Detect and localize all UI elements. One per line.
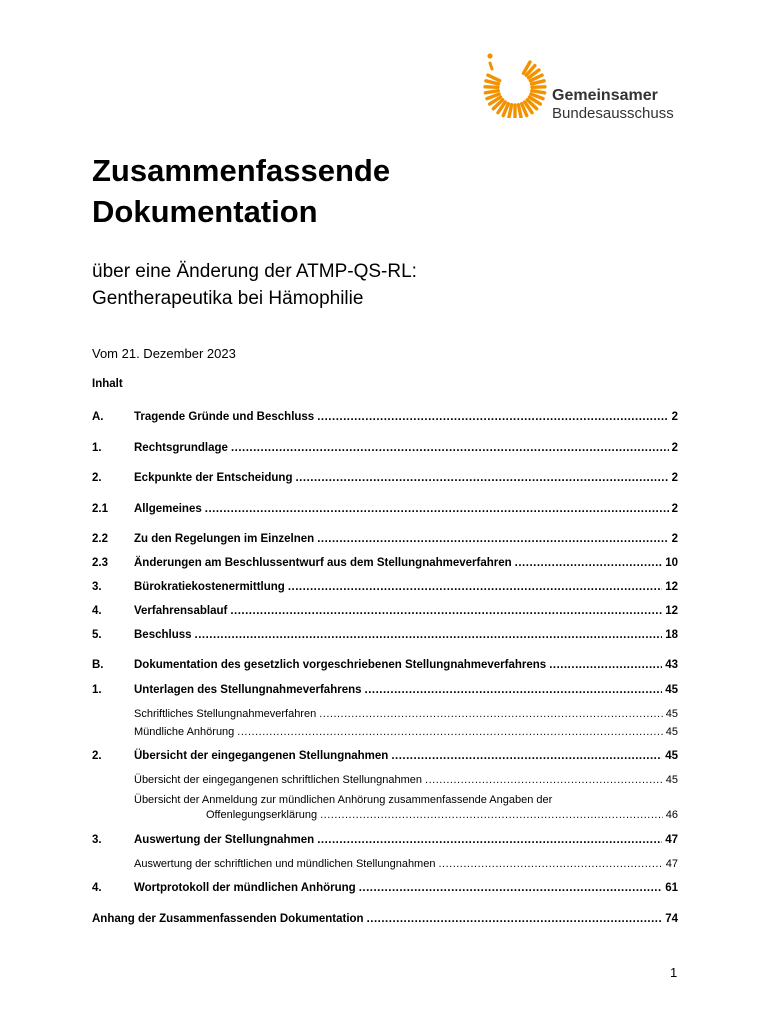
subtitle-line-1: über eine Änderung der ATMP-QS-RL: [92, 261, 417, 282]
toc-entry[interactable]: 2. Eckpunkte der Entscheidung ..... 2 [92, 470, 678, 486]
toc-entry[interactable]: 2. Übersicht der eingegangenen Stellungnahmen ..... 45 [92, 748, 678, 764]
toc-entry[interactable]: 2.1 Allgemeines ..... 2 [92, 501, 678, 517]
toc-entry[interactable]: 3. Auswertung der Stellungnahmen ..... 47 [92, 832, 678, 848]
sun-burst-icon [482, 52, 548, 118]
logo-ray [532, 91, 545, 93]
document-date: Vom 21. Dezember 2023 [92, 346, 236, 361]
toc-entry[interactable]: 1. Rechtsgrundlage ..... 2 [92, 440, 678, 456]
logo-line-2: Bundesausschuss [552, 105, 674, 122]
logo-line-1: Gemeinsamer [552, 87, 658, 104]
logo-ray [509, 105, 512, 118]
title-line-2: Dokumentation [92, 194, 318, 229]
toc-subentry[interactable]: Auswertung der schriftlichen und mündlichen Stellungnahmen ..... 47 [92, 856, 678, 872]
g-ba-logo [482, 52, 692, 122]
toc-subentry[interactable]: Schriftliches Stellungnahmeverfahren ..... 45 [92, 706, 678, 722]
logo-ray [532, 81, 545, 84]
toc-entry[interactable]: 5. Beschluss ..... 18 [92, 627, 678, 643]
logo-dot [487, 53, 492, 58]
logo-ray [485, 87, 498, 88]
toc-entry-appendix[interactable]: Anhang der Zusammenfassenden Dokumentation ..... 74 [92, 911, 678, 927]
page-number: 1 [670, 965, 678, 980]
logo-ray [532, 87, 545, 88]
logo-ray [518, 105, 521, 118]
toc-entry[interactable]: 1. Unterlagen des Stellungnahmeverfahrens ..... 45 [92, 682, 678, 698]
subtitle-line-2: Gentherapeutika bei Hämophilie [92, 288, 364, 309]
document-title [92, 150, 390, 232]
document-subtitle [92, 258, 417, 312]
logo-ray [486, 81, 499, 84]
toc-entry[interactable]: 4. Verfahrensablauf ..... 12 [92, 603, 678, 619]
toc-entry[interactable]: 2.2 Zu den Regelungen im Einzelnen ..... 2 [92, 531, 678, 547]
toc-subentry[interactable]: Übersicht der eingegangenen schriftlichen Stellungnahmen ..... 45 [92, 772, 678, 788]
toc-entry[interactable]: 2.3 Änderungen am Beschlussentwurf aus dem Stellungnahmeverfahren ..... 10 [92, 555, 678, 571]
toc-subentry[interactable]: Übersicht der Anmeldung zur mündlichen Anhörung zusammenfassende Angaben der Offenlegungserklärung ..... 46 [92, 792, 678, 822]
title-line-1: Zusammenfassende [92, 153, 391, 188]
toc-entry[interactable]: 4. Wortprotokoll der mündlichen Anhörung ..... 61 [92, 880, 678, 896]
toc-entry[interactable]: B. Dokumentation des gesetzlich vorgeschriebenen Stellungnahmeverfahrens ..... 43 [92, 657, 678, 673]
toc-subentry[interactable]: Mündliche Anhörung ..... 45 [92, 724, 678, 740]
toc-heading: Inhalt [92, 378, 123, 390]
logo-ray [488, 75, 500, 81]
logo-ray [490, 63, 492, 69]
toc-entry[interactable]: A. Tragende Gründe und Beschluss ..... 2 [92, 409, 678, 425]
logo-ray [485, 91, 498, 93]
toc-entry[interactable]: 3. Bürokratiekostenermittlung ..... 12 [92, 579, 678, 595]
